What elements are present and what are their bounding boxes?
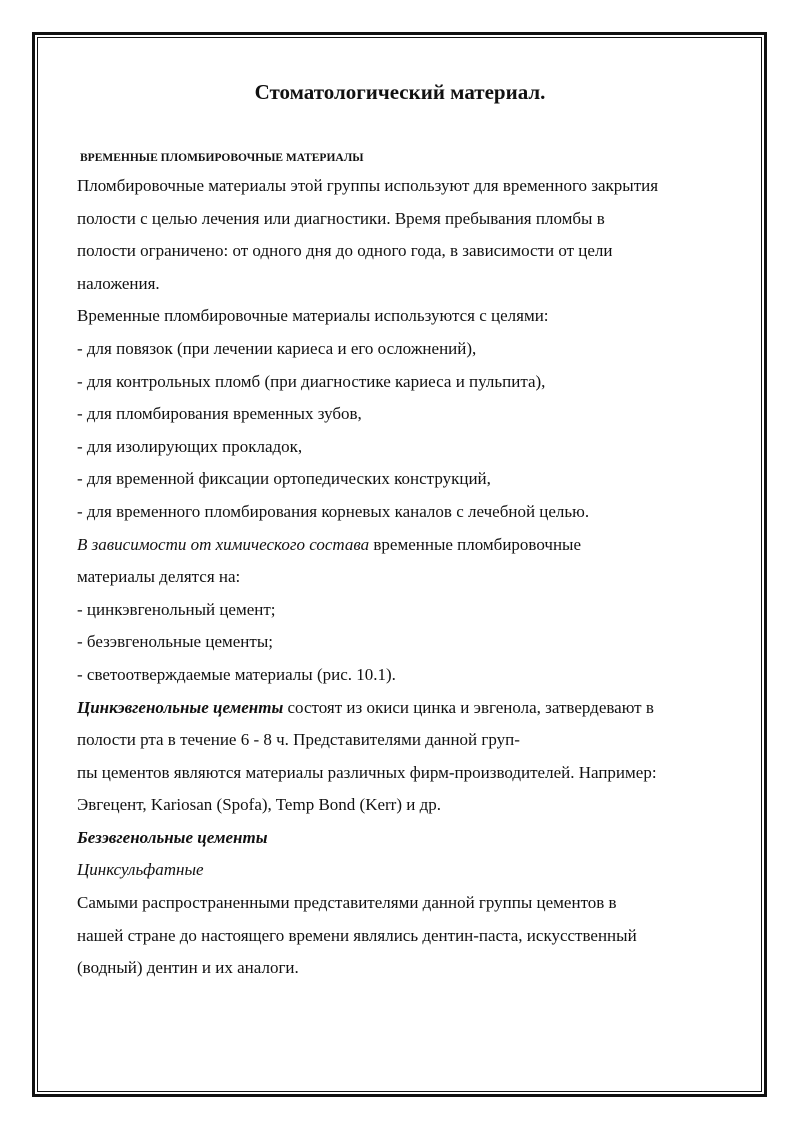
final-line: нашей стране до настоящего времени являлись дентин-паста, искусственный [77,925,637,945]
intro-line: наложения. [77,273,160,293]
document-title: Стоматологический материал. [254,80,546,104]
purposes-intro: Временные пломбировочные материалы используются с целями: [77,306,549,326]
classification-line [77,529,737,562]
purpose-item: - для изолирующих прокладок, [77,436,303,456]
intro-line: полости ограничено: от одного дня до одного года, в зависимости от цели [77,241,613,261]
class-item: - цинкэвгенольный цемент; [77,599,276,619]
purpose-item: - для временного пломбирования корневых каналов с лечебной целью. [77,501,590,521]
document-body [77,170,737,985]
intro-line: полости с целью лечения или диагностики. Время пребывания пломбы в [77,208,605,228]
zoe-paragraph-line [77,692,737,725]
classification-italic: В зависимости от химического состава [77,534,370,554]
zoe-paragraph-line: пы цементов являются материалы различных фирм-производителей. Например: [77,762,657,782]
purpose-item: - для контрольных пломб (при диагностике кариеса и пульпита), [77,371,546,391]
final-line: Самыми распространенными представителями данной группы цементов в [77,893,617,913]
class-item: - светоотверждаемые материалы (рис. 10.1). [77,664,396,684]
section-heading: ВРЕМЕННЫЕ ПЛОМБИРОВОЧНЫЕ МАТЕРИАЛЫ [80,152,364,164]
non-eugenol-heading: Безэвгенольные цементы [77,827,268,847]
purpose-item: - для временной фиксации ортопедических конструкций, [77,469,491,489]
intro-line: Пломбировочные материалы этой группы используют для временного закрытия [77,176,659,195]
class-item: - безэвгенольные цементы; [77,632,273,652]
zoe-rest: состоят из окиси цинка и эвгенола, затвердевают в [283,697,654,717]
classification-line: материалы делятся на: [77,567,241,587]
zoe-paragraph-line: полости рта в течение 6 - 8 ч. Представителями данной груп- [77,730,520,750]
zinc-sulfate-heading: Цинксульфатные [77,860,204,880]
zoe-paragraph-line: Эвгецент, Kariosan (Spofa), Temp Bond (Kerr) и др. [77,795,441,815]
zoe-term: Цинкэвгенольные цементы [77,697,284,717]
classification-rest: временные пломбировочные [369,534,582,554]
purpose-item: - для пломбирования временных зубов, [77,404,362,424]
final-line: (водный) дентин и их аналоги. [77,958,299,978]
purpose-item: - для повязок (при лечении кариеса и его осложнений), [77,338,477,358]
